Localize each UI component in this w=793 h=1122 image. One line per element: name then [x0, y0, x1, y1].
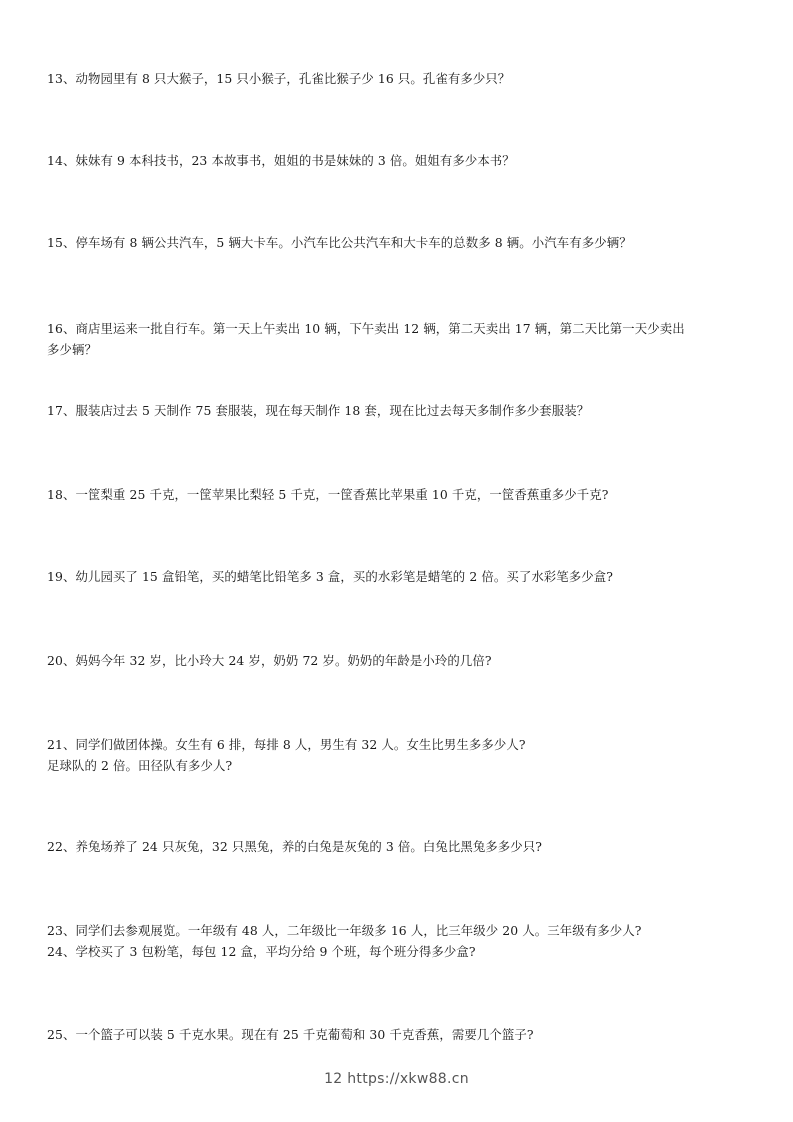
question-14: 14、妹妹有 9 本科技书，23 本故事书，姐姐的书是妹妹的 3 倍。姐姐有多少本书？ — [47, 153, 515, 168]
page-footer: 12 https://xkw88.cn — [324, 1071, 469, 1087]
question-21: 21、同学们做团体操。女生有 6 排，每排 8 人，男生有 32 人。女生比男生多多少人? — [47, 737, 526, 752]
question-25: 25、一个篮子可以装 5 千克水果。现在有 25 千克葡萄和 30 千克香蕉，需要几个篮子? — [47, 1027, 534, 1042]
question-23: 23、同学们去参观展览。一年级有 48 人，二年级比一年级多 16 人，比三年级少 20 人。三年级有多少人? — [47, 923, 642, 938]
question-16-continued: 多少辆？ — [47, 342, 97, 357]
question-19: 19、幼儿园买了 15 盒铅笔，买的蜡笔比铅笔多 3 盒，买的水彩笔是蜡笔的 2 倍。买了水彩笔多少盒? — [47, 569, 614, 584]
question-20: 20、妈妈今年 32 岁，比小玲大 24 岁，奶奶 72 岁。奶奶的年龄是小玲的几倍? — [47, 653, 492, 668]
question-21-continued: 足球队的 2 倍。田径队有多少人? — [47, 758, 233, 773]
question-15: 15、停车场有 8 辆公共汽车，5 辆大卡车。小汽车比公共汽车和大卡车的总数多 8 辆。小汽车有多少辆？ — [47, 235, 632, 250]
question-18: 18、一筐梨重 25 千克，一筐苹果比梨轻 5 千克，一筐香蕉比苹果重 10 千克，一筐香蕉重多少千克? — [47, 487, 609, 502]
question-13: 13、动物园里有 8 只大猴子，15 只小猴子，孔雀比猴子少 16 只。孔雀有多少只？ — [47, 71, 511, 86]
question-24: 24、学校买了 3 包粉笔，每包 12 盒，平均分给 9 个班，每个班分得多少盒? — [47, 944, 476, 959]
question-16: 16、商店里运来一批自行车。第一天上午卖出 10 辆，下午卖出 12 辆，第二天卖出 17 辆，第二天比第一天少卖出 — [47, 321, 685, 336]
question-22: 22、养兔场养了 24 只灰兔，32 只黑兔，养的白兔是灰兔的 3 倍。白兔比黑兔多多少只? — [47, 839, 543, 854]
question-17: 17、服装店过去 5 天制作 75 套服装，现在每天制作 18 套，现在比过去每天多制作多少套服装？ — [47, 403, 590, 418]
